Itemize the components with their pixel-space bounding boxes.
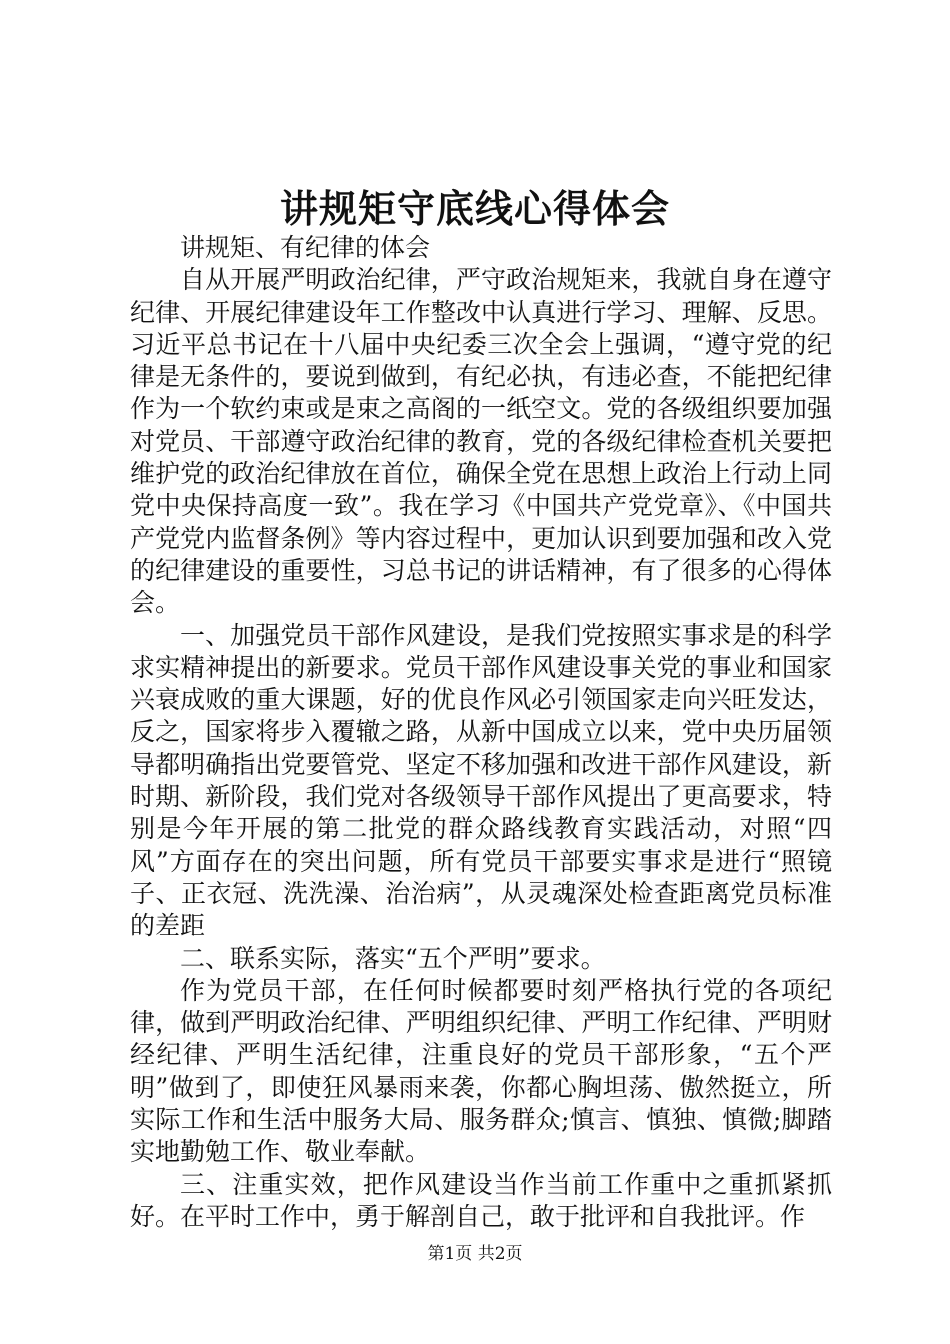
document-title: 讲规矩守底线心得体会	[279, 186, 670, 231]
paragraph-section-two-body: 作为党员干部，在任何时候都要时刻严格执行党的各项纪律，做到严明政治纪律、严明组织纪律、严明工作纪律、严明财经纪律、严明生活纪律，注重良好的党员干部形象，“五个严明”做到了，即使狂风暴雨来袭，你都心胸坦荡、傲然挺立，所实际工作和生活中服务大局、服务群众;慎言、慎独、慎微;脚踏实地勤勉工作、敬业奉献。	[130, 975, 832, 1167]
paragraph-intro: 自从开展严明政治纪律，严守政治规矩来，我就自身在遵守纪律、开展纪律建设年工作整改中认真进行学习、理解、反思。习近平总书记在十八届中央纪委三次全会上强调，“遵守党的纪律是无条件的，要说到做到，有纪必执，有违必查，不能把纪律作为一个软约束或是束之高阁的一纸空文。党的各级组织要加强对党员、干部遵守政治纪律的教育，党的各级纪律检查机关要把维护党的政治纪律放在首位，确保全党在思想上政治上行动上同党中央保持高度一致”。我在学习《中国共产党党章》、《中国共产党党内监督条例》等内容过程中，更加认识到要加强和改入党的纪律建设的重要性，习总书记的讲话精神，有了很多的心得体会。	[130, 265, 832, 618]
paragraph-section-two-heading: 二、联系实际，落实“五个严明”要求。	[180, 943, 606, 973]
page-footer: 第1页 共2页	[427, 1244, 523, 1264]
document-body	[130, 232, 832, 1233]
paragraph-section-three: 三、注重实效，把作风建设当作当前工作重中之重抓紧抓好。在平时工作中，勇于解剖自己，敢于批评和自我批评。作	[130, 1169, 832, 1231]
paragraph-section-one: 一、加强党员干部作风建设，是我们党按照实事求是的科学求实精神提出的新要求。党员干部作风建设事关党的事业和国家兴衰成败的重大课题，好的优良作风必引领国家走向兴旺发达，反之，国家将步入覆辙之路，从新中国成立以来，党中央历届领导都明确指出党要管党、坚定不移加强和改进干部作风建设，新时期、新阶段，我们党对各级领导干部作风提出了更高要求，特别是今年开展的第二批党的群众路线教育实践活动，对照“四风”方面存在的突出问题，所有党员干部要实事求是进行“照镜子、正衣冠、洗洗澡、治治病”，从灵魂深处检查距离党员标准的差距	[130, 620, 832, 941]
paragraph-subtitle: 讲规矩、有纪律的体会	[180, 233, 431, 262]
